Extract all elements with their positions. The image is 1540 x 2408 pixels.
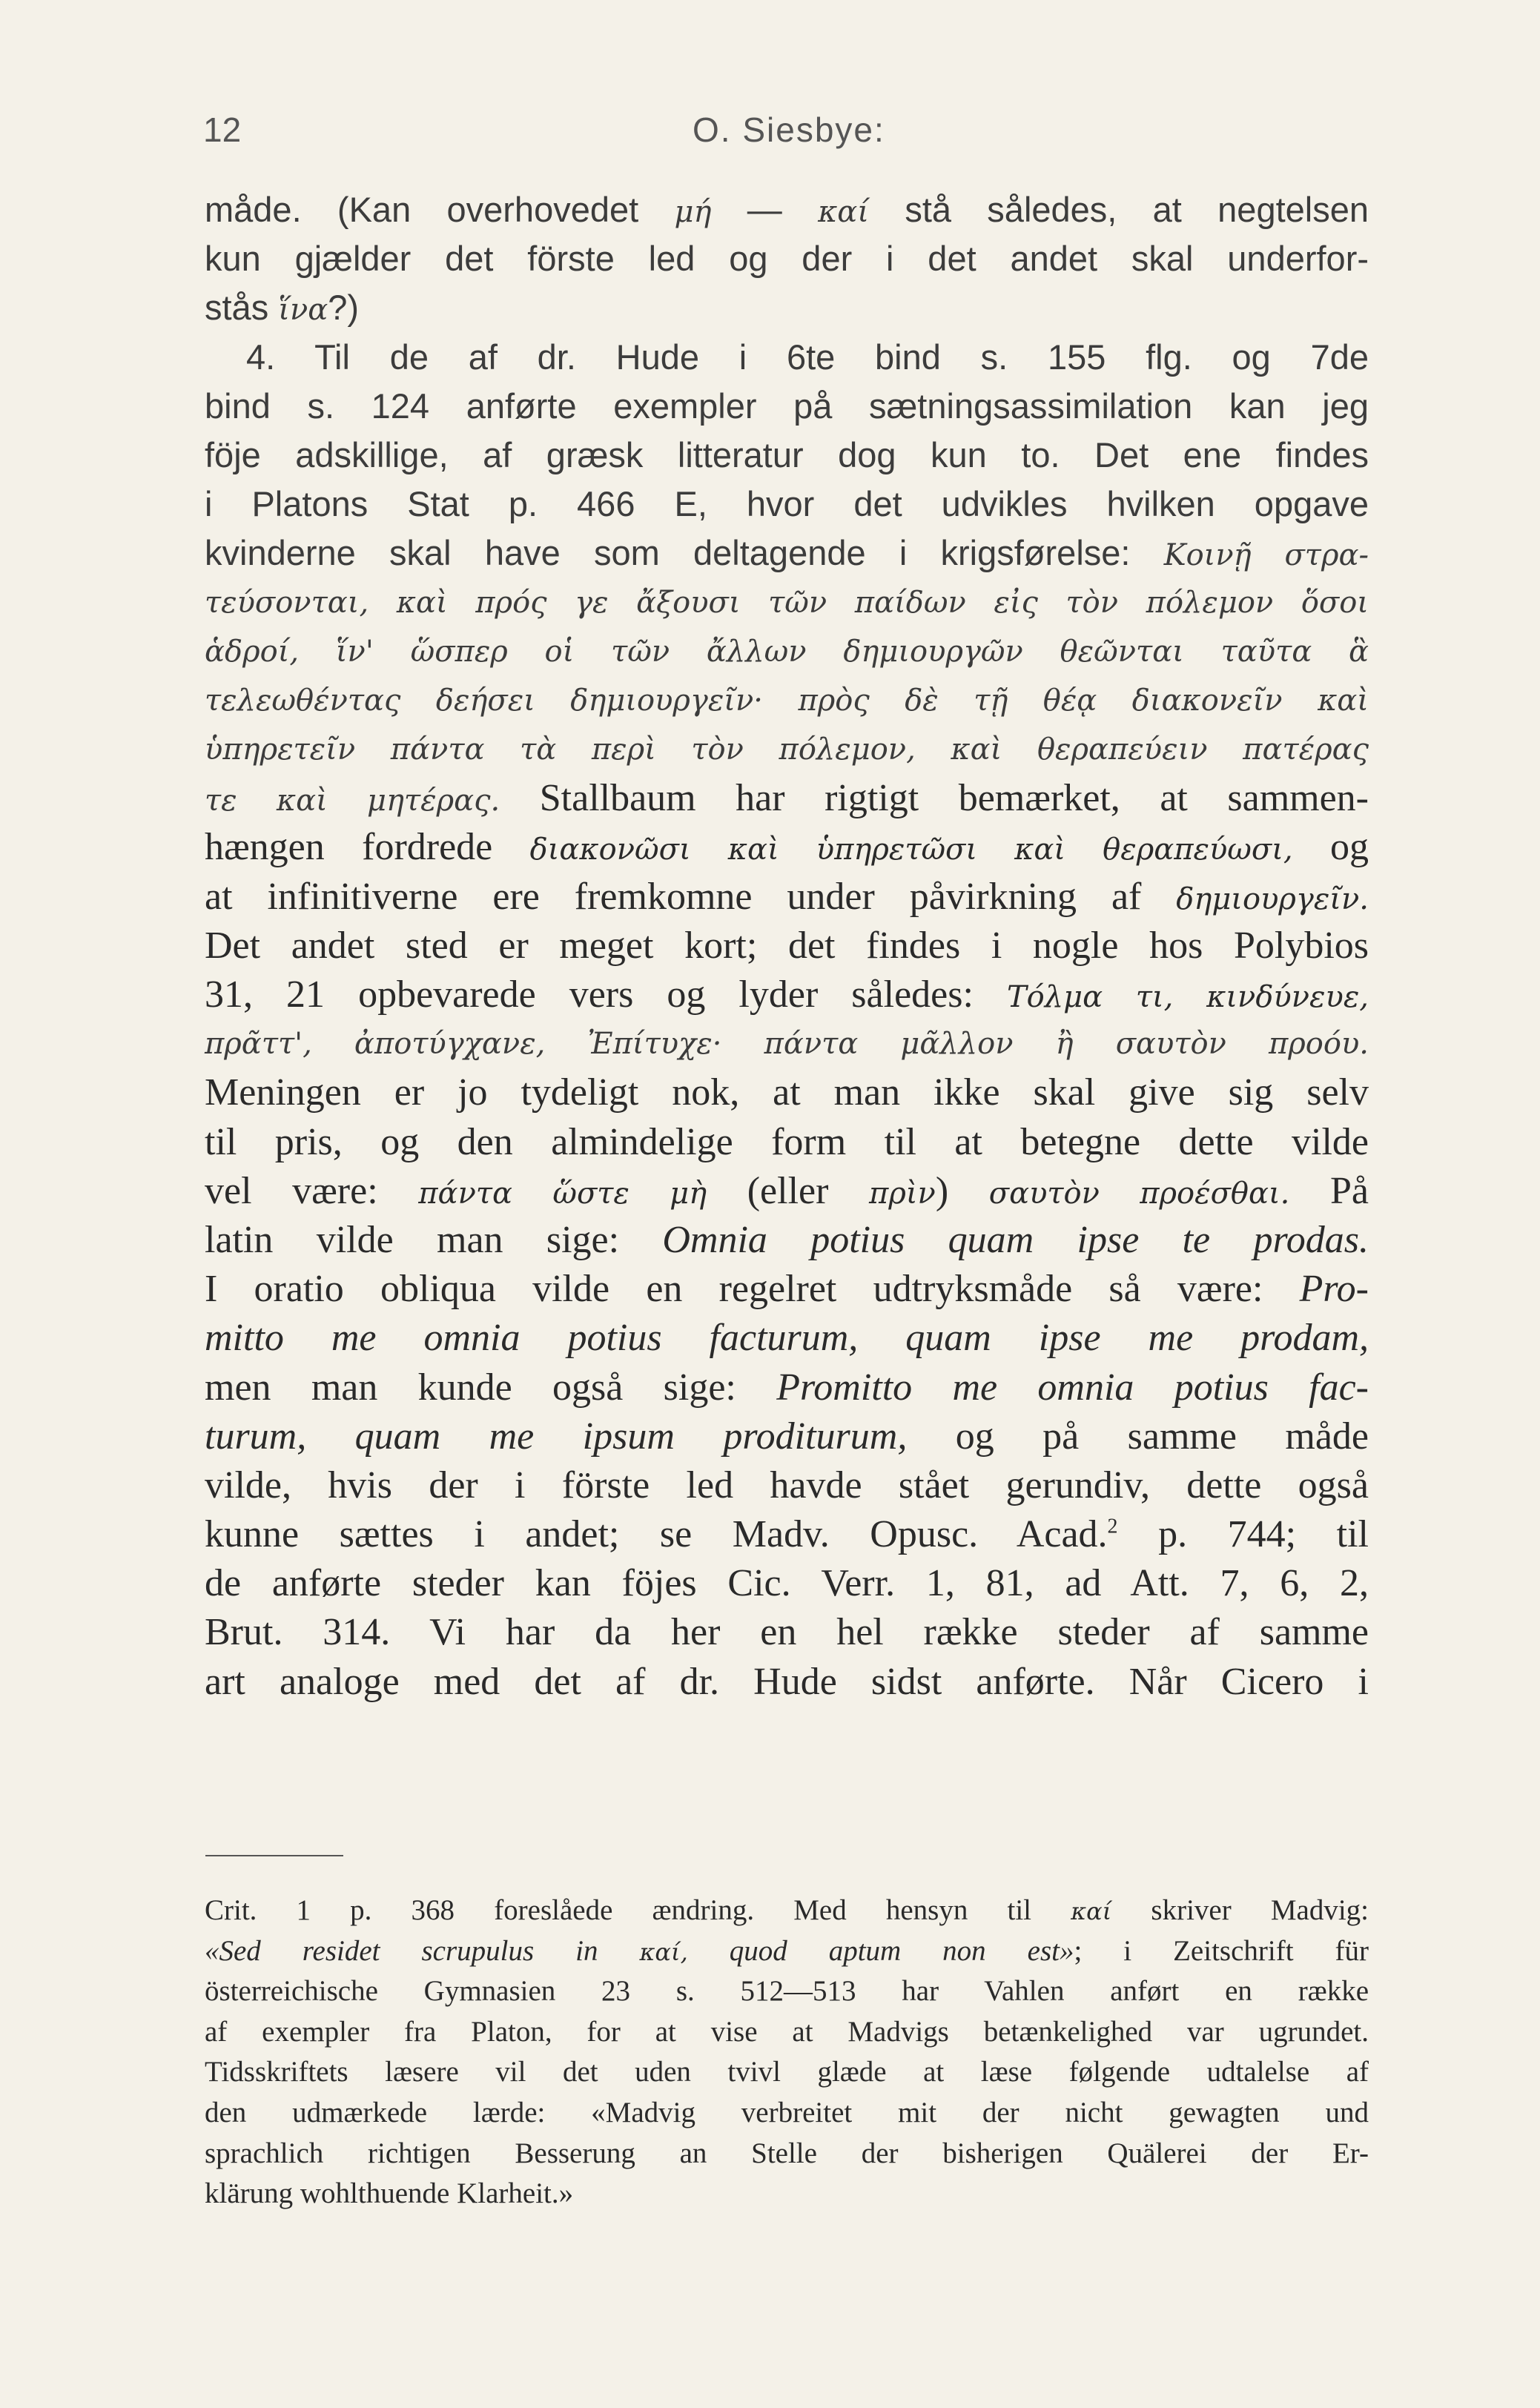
footnote-divider	[205, 1855, 343, 1856]
text-line: måde. (Kan overhovedet μή — καί stå således, at negtelsen	[205, 190, 1369, 229]
text-line: vilde, hvis der i förste led havde stået gerundiv, dette også	[205, 1463, 1369, 1506]
footnote-line: «Sed residet scrupulus in καί, quod aptum non est»; i Zeitschrift für	[205, 1934, 1369, 1967]
text-line: kun gjælder det förste led og der i det andet skal underfor-	[205, 239, 1369, 279]
greek-text-line: ὑπηρετεῖν πάντα τὰ περὶ τὸν πόλεμον, καὶ θεραπεύειν πατέρας	[205, 732, 1369, 767]
greek-text-line: τεύσονται, καὶ πρός γε ἄξουσι τῶν παίδων εἰς τὸν πόλεμον ὅσοι	[205, 585, 1369, 620]
footnote-line: sprachlich richtigen Besserung an Stelle der bisherigen Quälerei der Er-	[205, 2137, 1369, 2169]
greek-text-line: πρᾶττ', ἀποτύγχανε, Ἐπίτυχε· πάντα μᾶλλον ἢ σαυτὸν προόυ.	[205, 1027, 1369, 1062]
text-line: latin vilde man sige: Omnia potius quam ipse te prodas.	[205, 1218, 1369, 1261]
page-number: 12	[203, 110, 242, 149]
text-line: Meningen er jo tydeligt nok, at man ikke skal give sig selv	[205, 1071, 1369, 1114]
greek-text-line: τελεωθέντας δεήσει δημιουργεῖν· πρὸς δὲ τῇ θέᾳ διακονεῖν καὶ	[205, 683, 1369, 718]
superscript-edition: 2	[1107, 1515, 1118, 1538]
text-line: stås ἵνα?)	[205, 288, 360, 328]
text-line: art analoge med det af dr. Hude sidst anførte. Når Cicero i	[205, 1660, 1369, 1703]
text-line: de anførte steder kan föjes Cic. Verr. 1, 81, ad Att. 7, 6, 2,	[205, 1562, 1369, 1605]
running-header	[203, 110, 1340, 154]
text-line: hængen fordrede διακονῶσι καὶ ὑπηρετῶσι καὶ θεραπεύωσι, og	[205, 826, 1369, 869]
footnote-line: af exempler fra Platon, for at vise at Madvigs betænkelighed var ugrundet.	[205, 2015, 1369, 2048]
text-line: 4. Til de af dr. Hude i 6te bind s. 155 flg. og 7de	[246, 337, 1369, 377]
footnote-line: Tidsskriftets læsere vil det uden tvivl glæde at læse følgende udtalelse af	[205, 2056, 1369, 2088]
footnote-line: österreichische Gymnasien 23 s. 512—513 har Vahlen anført en række	[205, 1975, 1369, 2008]
text-line: Brut. 314. Vi har da her en hel række steder af samme	[205, 1611, 1369, 1654]
text-line: kunne sættes i andet; se Madv. Opusc. Acad.$^2$ p. 744; til	[205, 1513, 1369, 1556]
text-line: til pris, og den almindelige form til at betegne dette vilde	[205, 1120, 1369, 1163]
footnote-line: klärung wohlthuende Klarheit.»	[205, 2177, 574, 2210]
text-line: Det andet sted er meget kort; det findes i nogle hos Polybios	[205, 924, 1369, 967]
body-text	[205, 185, 1369, 1707]
text-line: men man kunde også sige: Promitto me omnia potius fac-	[205, 1366, 1369, 1409]
running-head-author: O. Siesbye:	[693, 110, 885, 149]
greek-text-line: ἁδροί, ἵν' ὥσπερ οἱ τῶν ἄλλων δημιουργῶν θεῶνται ταῦτα ἃ	[205, 634, 1369, 669]
footnote-text	[205, 1891, 1369, 2214]
text-line: föje adskillige, af græsk litteratur dog kun to. Det ene findes	[205, 434, 1369, 474]
text-line: 31, 21 opbevarede vers og lyder således: Τόλμα τι, κινδύνευε,	[205, 973, 1369, 1016]
text-line: I oratio obliqua vilde en regelret udtryksmåde så være: Pro-	[205, 1268, 1369, 1311]
text-line: bind s. 124 anførte exempler på sætningsassimilation kan jeg	[205, 386, 1369, 426]
text-line: turum, quam me ipsum proditurum, og på samme måde	[205, 1415, 1369, 1458]
footnote-line: den udmærkede lærde: «Madvig verbreitet mit der nicht gewagten und	[205, 2096, 1369, 2128]
footnote-line: Crit. 1 p. 368 foreslåede ændring. Med hensyn til καί skriver Madvig:	[205, 1894, 1369, 1926]
text-line: τε καὶ μητέρας. Stallbaum har rigtigt bemærket, at sammen-	[205, 777, 1369, 820]
text-line: mitto me omnia potius facturum, quam ipse me prodam,	[205, 1317, 1369, 1360]
text-line: at infinitiverne ere fremkomne under påvirkning af δημιουργεῖν.	[205, 875, 1369, 918]
text-line: kvinderne skal have som deltagende i krigsførelse: Κοινῇ στρα-	[205, 533, 1369, 573]
text-line: vel være: πάντα ὥστε μὴ (eller πρὶν) σαυτὸν προέσθαι. På	[205, 1169, 1369, 1212]
text-line: i Platons Stat p. 466 E, hvor det udvikles hvilken opgave	[205, 484, 1369, 524]
